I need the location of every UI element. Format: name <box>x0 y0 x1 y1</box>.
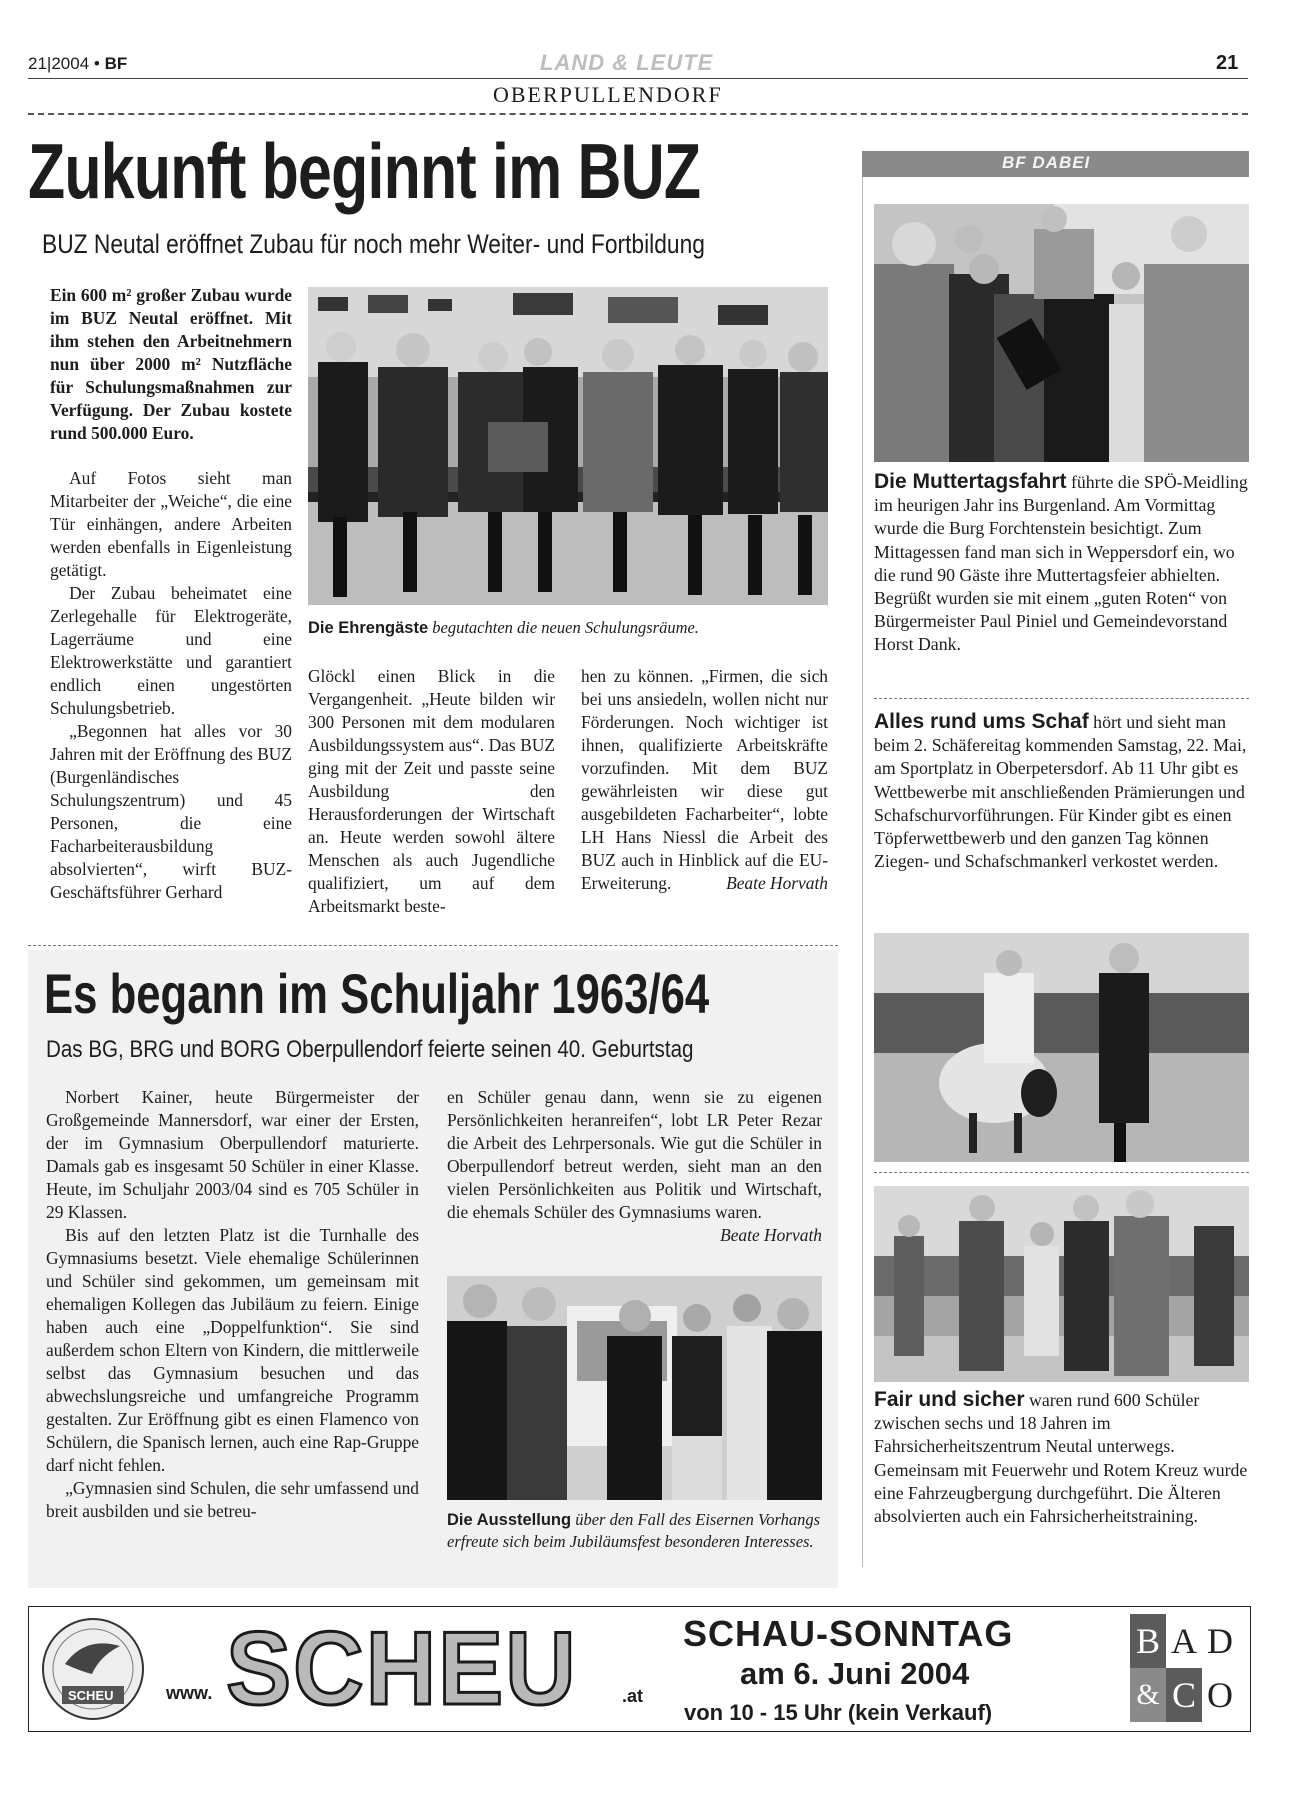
article2-col1 <box>46 1086 419 1523</box>
buz-photo <box>308 287 828 605</box>
bad-letter: D <box>1202 1614 1238 1668</box>
article1-col3 <box>581 665 828 895</box>
article1-paragraph: Glöckl einen Blick in die Vergangenheit. „Heute bilden wir 300 Personen mit dem modularen Ausbildungssystem aus“. Das BUZ ging mit der Zeit und passte seine Ausbildung den Herausforderungen der Wirtschaft an. Heute werden sowohl ältere Menschen als auch Jugendliche qualifiziert, um auf dem Arbeitsmarkt beste- <box>308 666 555 916</box>
issue-date: 21|2004 <box>28 54 90 73</box>
article1-paragraph: „Begonnen hat alles vor 30 Jahren mit der Eröffnung des BUZ (Burgenländisches Schulungszentrum) und 45 Personen, die eine Facharbeiterausbildung absolvierten“, wirft BUZ-Geschäftsführer Gerhard <box>50 721 292 902</box>
region-title: OBERPULLENDORF <box>493 82 723 107</box>
sidebar-item-muttertag <box>874 470 1249 657</box>
subhead-schuljahr: Das BG, BRG und BORG Oberpullendorf feierte seinen 40. Geburtstag <box>46 1036 694 1063</box>
paper-name: BF <box>104 54 128 73</box>
sidebar-item-fahrsicherheit <box>874 1388 1249 1528</box>
sidebar-item-head: Fair und sicher <box>874 1388 1025 1411</box>
scheu-logo <box>40 1616 146 1722</box>
co-letter: C <box>1166 1668 1202 1722</box>
co-letter: & <box>1130 1668 1166 1722</box>
sidebar-item-head: Alles rund ums Schaf <box>874 710 1089 733</box>
sidebar-title-bar <box>862 151 1249 177</box>
article1-col2 <box>308 665 555 918</box>
sheep-photo <box>874 933 1249 1162</box>
ad-brand: SCHEU <box>226 1611 578 1727</box>
sidebar-item-text: führte die SPÖ-Meidling im heurigen Jahr ins Burgenland. Am Vormittag wurde die Burg Forchtenstein besichtigt. Zum Mittagessen fand man sich in Weppersdorf ein, wo die rund 90 Gäste ihre Muttertagsfeier abhielten. Begrüßt wurden sie mit einem „guten Roten“ von Bürgermeister Paul Piniel und Gemeindevorstand Horst Dank. <box>874 472 1248 655</box>
caption-head: Die Ausstellung <box>447 1511 572 1529</box>
buz-photo-caption <box>308 617 828 639</box>
issue-number <box>28 54 127 74</box>
article2-col2 <box>447 1086 822 1247</box>
headline-schuljahr: Es begann im Schuljahr 1963/64 <box>44 962 710 1025</box>
exhibition-photo-caption <box>447 1509 822 1553</box>
scheu-logo-text: SCHEU <box>68 1688 114 1703</box>
sidebar-divider <box>874 1172 1249 1173</box>
ad-date: am 6. Juni 2004 <box>740 1656 970 1691</box>
article2-paragraph: „Gymnasien sind Schulen, die sehr umfassend und breit ausbilden und sie betreu- <box>46 1478 419 1521</box>
subhead-buz: BUZ Neutal eröffnet Zubau für noch mehr Weiter- und Fortbildung <box>42 229 705 259</box>
ad-hours: von 10 - 15 Uhr (kein Verkauf) <box>684 1700 993 1725</box>
muttertag-photo <box>874 204 1249 462</box>
author-byline: Beate Horvath <box>726 873 828 893</box>
sidebar-item-text: waren rund 600 Schüler zwischen sechs und 18 Jahren im Fahrsicherheitszentrum Neutal unterwegs. Gemeinsam mit Feuerwehr und Rotem Kreuz wurde eine Fahrzeugbergung durchgeführt. Die Älteren absolvierten auch ein Fahrsicherheitstraining. <box>874 1390 1248 1527</box>
sidebar-item-text: hört und sieht man beim 2. Schäfereitag kommenden Samstag, 22. Mai, am Sportplatz in Oberpetersdorf. Ab 11 Uhr gibt es Wettbewerbe mit anschließenden Prämierungen und Schafschurvorführungen. Für Kinder gibt es einen Töpferwettbewerb und den ganzen Tag können Ziegen- und Schafschmankerl verkostet werden. <box>874 712 1247 872</box>
header-bullet: • <box>93 54 100 73</box>
caption-head: Die Ehrengäste <box>308 619 429 637</box>
section-title: LAND & LEUTE <box>540 50 714 75</box>
sidebar-item-schaf <box>874 710 1249 873</box>
traffic-photo <box>874 1186 1249 1382</box>
article2-paragraph: Norbert Kainer, heute Bürgermeister der Großgemeinde Mannersdorf, war einer der Ersten, der im Gymnasium Oberpullendorf maturierte. Damals gab es insgesamt 50 Schüler in einer Klasse. Heute, im Schuljahr 2003/04 sind es 705 Schüler in 29 Klassen. <box>46 1087 419 1222</box>
ad-headline: SCHAU-SONNTAG <box>683 1613 1014 1654</box>
bad-letter: B <box>1130 1614 1166 1668</box>
caption-text: begutachten die neuen Schulungsräume. <box>432 618 699 637</box>
headline-buz: Zukunft beginnt im BUZ <box>28 127 701 215</box>
co-letter: O <box>1202 1668 1238 1722</box>
ad-www: www. <box>166 1683 213 1703</box>
bad-co-logo <box>1130 1614 1238 1722</box>
sidebar-title: BF DABEI <box>1002 153 1091 172</box>
article1-col1 <box>50 284 292 904</box>
author-byline: Beate Horvath <box>720 1225 822 1245</box>
sidebar-item-head: Die Muttertagsfahrt <box>874 470 1067 493</box>
header-divider <box>28 113 1248 115</box>
article1-lead: Ein 600 m² großer Zubau wurde im BUZ Neutal eröffnet. Mit ihm stehen den Arbeitnehmern nun über 2000 m² Nutzfläche für Schulungsmaßnahmen zur Verfügung. Der Zubau kostete rund 500.000 Euro. <box>50 285 292 443</box>
sidebar-divider <box>874 698 1249 699</box>
article1-paragraph: hen zu können. „Firmen, die sich bei uns ansiedeln, wollen nicht nur Förderungen. Noch wichtiger ist ihnen, qualifizierte Arbeitskräfte vorzufinden. Mit dem BUZ gewährleisten wir diese gut ausgebildeten Facharbeiter“, lobte LH Hans Niessl die Arbeit des BUZ auch in Hinblick auf die EU-Erweiterung. <box>581 666 828 893</box>
sidebar-left-rule <box>862 177 863 1567</box>
article2-paragraph: Bis auf den letzten Platz ist die Turnhalle des Gymnasiums besetzt. Viele ehemalige Schülerinnen und Schüler sind gekommen, um gemeinsam mit ehemaligen Kollegen das Jubiläum zu feiern. Einige haben auch eine „Doppelfunktion“. Sie sind außerdem schon Eltern von Kindern, die mittlerweile selbst das Gymnasium besuchen und das abwechslungsreiche und umfangreiche Programm gestalten. Zur Eröffnung gibt es einen Flamenco von Schülern, die Spanisch lernen, auch eine Rap-Gruppe darf nicht fehlen. <box>46 1225 419 1475</box>
article1-paragraph: Auf Fotos sieht man Mitarbeiter der „Weiche“, die eine Tür einhängen, andere Arbeiten werden ebenfalls in Eigenleistung getätigt. <box>50 468 292 580</box>
caption-text: über den Fall des Eisernen Vorhangs erfreute sich beim Jubiläumsfest besonderen Interesses. <box>447 1510 821 1551</box>
article2-paragraph: en Schüler genau dann, wenn sie zu eigenen Persönlichkeiten heranreifen“, lobt LR Peter Rezar die Arbeit des Lehrpersonals. Wie gut die Schüler in Oberpullendorf betreut werden, sieht man an den vielen Persönlichkeiten aus Politik und Wirtschaft, die ehemals Schüler des Gymnasiums waren. <box>447 1087 822 1222</box>
ad-tld: .at <box>622 1686 644 1706</box>
header-rule <box>28 78 1248 79</box>
article-divider <box>28 945 838 946</box>
exhibition-photo <box>447 1276 822 1500</box>
article1-paragraph: Der Zubau beheimatet eine Zerlegehalle für Elektrogeräte, Lagerräume und eine Elektrowerkstätte und garantiert endlich einen ungestörten Schulungsbetrieb. <box>50 583 292 718</box>
page-number: 21 <box>1216 52 1239 74</box>
scheu-ad <box>28 1606 1251 1732</box>
bad-letter: A <box>1166 1614 1202 1668</box>
